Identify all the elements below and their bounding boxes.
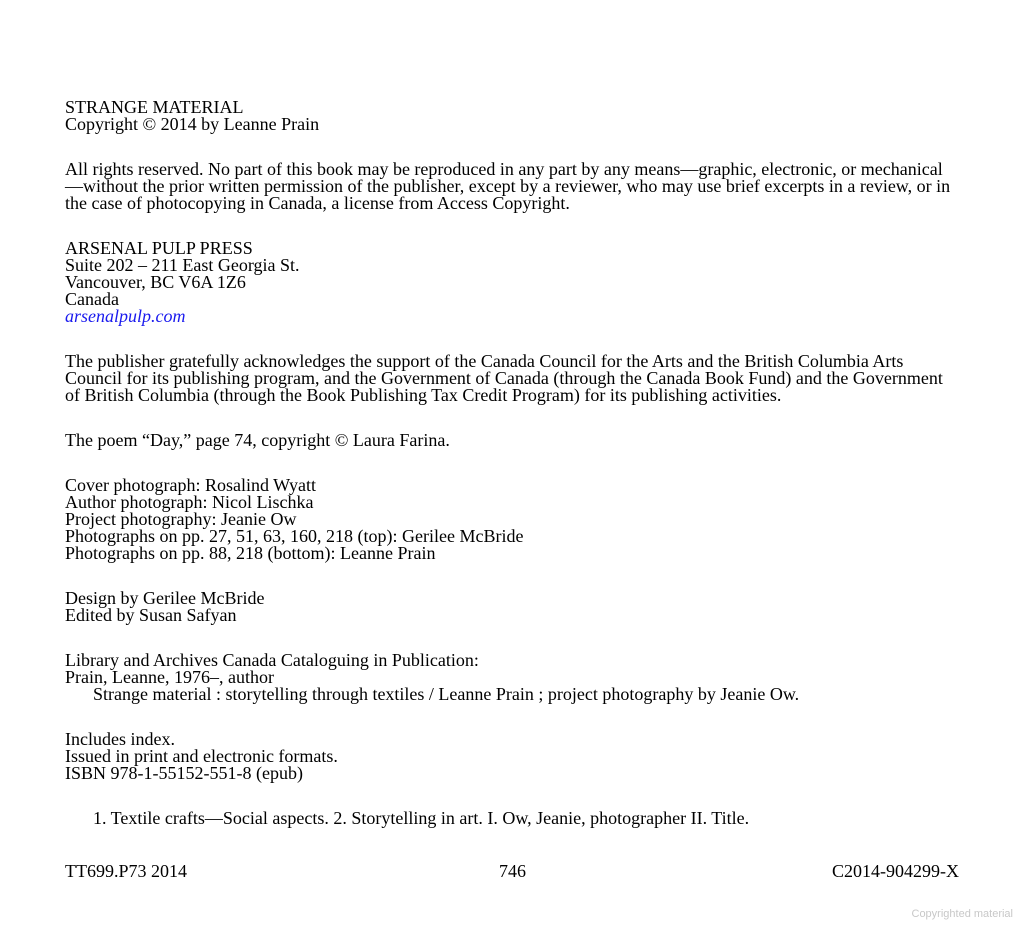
photo-credit-line: Photographs on pp. 27, 51, 63, 160, 218 (top): Gerilee McBride — [65, 526, 524, 546]
cip-note-line: Includes index. — [65, 729, 175, 749]
design-credits — [65, 590, 965, 624]
title-block — [65, 99, 965, 133]
publisher-address-line1: Suite 202 – 211 East Georgia St. — [65, 255, 300, 275]
publisher-block — [65, 240, 965, 325]
cip-notes — [65, 731, 965, 782]
cip-author: Prain, Leanne, 1976–, author — [65, 667, 274, 687]
book-title: STRANGE MATERIAL — [65, 97, 244, 117]
cip-isbn: ISBN 978-1-55152-551-8 (epub) — [65, 763, 303, 783]
publisher-name: ARSENAL PULP PRESS — [65, 238, 253, 258]
photo-credit-line: Photographs on pp. 88, 218 (bottom): Leanne Prain — [65, 543, 436, 563]
photo-credits — [65, 477, 965, 562]
photo-credit-line: Cover photograph: Rosalind Wyatt — [65, 475, 317, 495]
cip-subjects: 1. Textile crafts—Social aspects. 2. Storytelling in art. I. Ow, Jeanie, photographer II. Title. — [93, 808, 750, 828]
classification-row — [65, 861, 959, 881]
publisher-country: Canada — [65, 289, 119, 309]
copyright-watermark: Copyrighted material — [911, 908, 1013, 920]
lc-classification: TT699.P73 2014 — [65, 861, 188, 881]
publisher-website-link[interactable]: arsenalpulp.com — [65, 306, 186, 326]
design-credit-line: Edited by Susan Safyan — [65, 605, 237, 625]
cip-title-line: Strange material : storytelling through textiles / Leanne Prain ; project photography by Jeanie Ow. — [93, 684, 800, 704]
rights-paragraph: All rights reserved. No part of this book may be reproduced in any part by any means—graphic, electronic, or mechanical—without the prior written permission of the publisher, except by a reviewer, who may use brief excerpts in a review, or in the case of photocopying in Canada, a license from Access Copyright. — [65, 159, 951, 213]
poem-credit: The poem “Day,” page 74, copyright © Laura Farina. — [65, 430, 450, 450]
copyright-page — [65, 99, 965, 827]
design-credit-line: Design by Gerilee McBride — [65, 588, 265, 608]
copyright-line: Copyright © 2014 by Leanne Prain — [65, 114, 320, 134]
photo-credit-line: Project photography: Jeanie Ow — [65, 509, 297, 529]
publisher-address-line2: Vancouver, BC V6A 1Z6 — [65, 272, 246, 292]
cip-heading: Library and Archives Canada Cataloguing in Publication: — [65, 650, 479, 670]
dewey-number: 746 — [499, 861, 526, 881]
cip-note-line: Issued in print and electronic formats. — [65, 746, 338, 766]
photo-credit-line: Author photograph: Nicol Lischka — [65, 492, 314, 512]
acknowledgement-paragraph: The publisher gratefully acknowledges the support of the Canada Council for the Arts and the British Columbia Arts Council for its publishing program, and the Government of Canada (through the Canada Book Fund) and the Government of British Columbia (through the Book Publishing Tax Credit Program) for its publishing activities. — [65, 351, 943, 405]
control-number: C2014-904299-X — [832, 861, 959, 881]
cip-block — [65, 652, 965, 703]
